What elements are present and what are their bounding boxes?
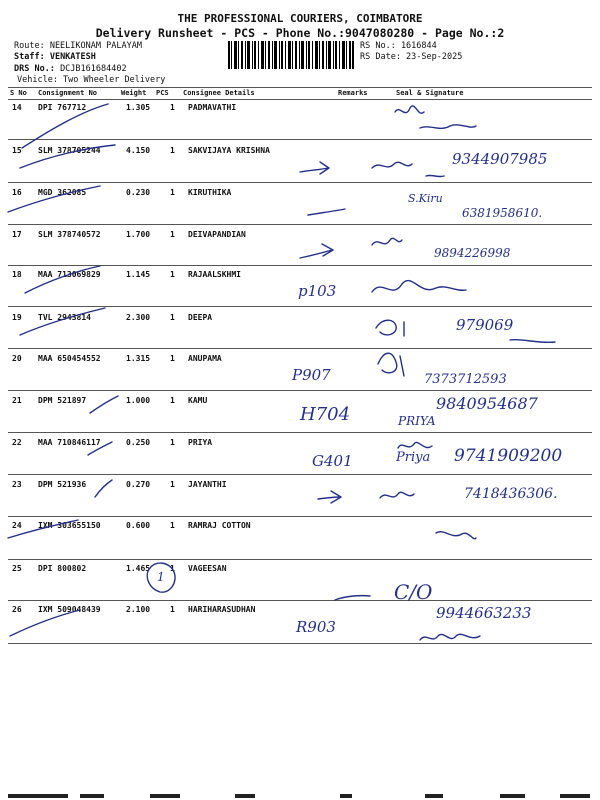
row-pcs: 1 xyxy=(170,313,175,322)
drs-line xyxy=(14,64,127,74)
row23-handwritten-phone: 7418436306. xyxy=(464,486,558,502)
row-consignee: SAKVIJAYA KRISHNA xyxy=(188,146,270,155)
table-row xyxy=(8,270,592,282)
row-consignee: RAMRAJ COTTON xyxy=(188,521,251,530)
row-consignment: MAA 710846117 xyxy=(38,438,101,447)
row-weight: 4.150 xyxy=(126,146,151,155)
company-title: THE PROFESSIONAL COURIERS, COIMBATORE xyxy=(177,12,423,25)
row21-handwritten-remark: H704 xyxy=(300,404,351,425)
row-pcs: 1 xyxy=(170,480,175,489)
row-weight: 1.145 xyxy=(126,270,151,279)
route-label: Route: NEELIKONAM PALAYAM xyxy=(14,41,142,51)
row-consignment: IXM 303655150 xyxy=(38,521,101,530)
runsheet-subtitle: Delivery Runsheet - PCS - Phone No.:9047080280 - Page No.:2 xyxy=(95,26,505,40)
row-weight: 0.250 xyxy=(126,438,151,447)
row-consignment: TVL 2943814 xyxy=(38,313,91,322)
row-consignee: JAYANTHI xyxy=(188,480,227,489)
rs-date: RS Date: 23-Sep-2025 xyxy=(360,52,463,62)
row-sno: 21 xyxy=(12,396,22,405)
row-sno: 19 xyxy=(12,313,22,322)
row15-handwritten-phone: 9344907985 xyxy=(452,150,548,168)
row-consignment: IXM 509048439 xyxy=(38,605,101,614)
row-rule xyxy=(8,139,592,140)
barcode xyxy=(228,41,354,69)
table-row xyxy=(8,521,592,533)
row-sno: 25 xyxy=(12,564,22,573)
row-sno: 20 xyxy=(12,354,22,363)
row-weight: 0.270 xyxy=(126,480,151,489)
col-consignee: Consignee Details xyxy=(183,89,255,97)
row-rule xyxy=(8,432,592,433)
row-rule xyxy=(8,474,592,475)
table-row xyxy=(8,188,592,200)
row-sno: 24 xyxy=(12,521,22,530)
row-rule xyxy=(8,306,592,307)
row19-handwritten-phone: 979069 xyxy=(456,316,514,334)
row-weight: 1.700 xyxy=(126,230,151,239)
col-weight: Weight xyxy=(121,89,147,97)
row-consignee: VAGEESAN xyxy=(188,564,227,573)
header-top-rule xyxy=(8,87,592,88)
row-rule xyxy=(8,643,592,644)
drs-number: DCJB161684402 xyxy=(60,64,127,74)
row-weight: 0.230 xyxy=(126,188,151,197)
row-weight: 1.465 xyxy=(126,564,151,573)
row-weight: 1.000 xyxy=(126,396,151,405)
row-sno: 17 xyxy=(12,230,22,239)
row-consignment: SLM 378740572 xyxy=(38,230,101,239)
row-pcs: 1 xyxy=(170,396,175,405)
row-consignment: DPM 521897 xyxy=(38,396,87,405)
table-row xyxy=(8,230,592,242)
row-pcs: 1 xyxy=(170,270,175,279)
row-pcs: 1 xyxy=(170,521,175,530)
row26-handwritten-phone: 9944663233 xyxy=(436,604,532,622)
row-sno: 18 xyxy=(12,270,22,279)
row21-handwritten-phone: 9840954687 xyxy=(436,394,538,413)
row-consignee: KAMU xyxy=(188,396,208,405)
scan-edge-marks xyxy=(0,790,600,800)
row-weight: 1.305 xyxy=(126,103,151,112)
col-sno: S No xyxy=(10,89,27,97)
col-signature: Seal & Signature xyxy=(396,89,464,97)
col-pcs: PCS xyxy=(156,89,169,97)
rs-number: RS No.: 1616844 xyxy=(360,41,437,51)
row-sno: 23 xyxy=(12,480,22,489)
row16-handwritten-name: S.Kiru xyxy=(408,192,443,205)
row-rule xyxy=(8,559,592,560)
row16-handwritten-phone: 6381958610. xyxy=(462,206,543,220)
row22-handwritten-remark: G401 xyxy=(312,452,353,470)
row-consignee: ANUPAMA xyxy=(188,354,222,363)
row-rule xyxy=(8,182,592,183)
row-rule xyxy=(8,265,592,266)
row-sno: 26 xyxy=(12,605,22,614)
row-sno: 16 xyxy=(12,188,22,197)
row22-handwritten-name: Priya xyxy=(396,450,431,465)
vehicle-label: Vehicle: Two Wheeler Delivery xyxy=(17,75,166,85)
row-consignment: DPM 521936 xyxy=(38,480,87,489)
row-consignment: SLM 378705244 xyxy=(38,146,101,155)
row-weight: 2.300 xyxy=(126,313,151,322)
table-row xyxy=(8,354,592,366)
row-pcs: 1 xyxy=(170,230,175,239)
staff-label: Staff: xyxy=(14,52,50,62)
row-consignment: DPI 767712 xyxy=(38,103,87,112)
row-pcs: 1 xyxy=(170,605,175,614)
row-rule xyxy=(8,600,592,601)
row-consignee: HARIHARASUDHAN xyxy=(188,605,256,614)
table-row xyxy=(8,103,592,115)
row-sno: 22 xyxy=(12,438,22,447)
row-rule xyxy=(8,516,592,517)
row-consignment: MAA 713069829 xyxy=(38,270,101,279)
row-consignee: DEEPA xyxy=(188,313,213,322)
row-consignee: DEIVAPANDIAN xyxy=(188,230,246,239)
row-rule xyxy=(8,390,592,391)
row-pcs: 1 xyxy=(170,564,175,573)
row-sno: 15 xyxy=(12,146,22,155)
row-pcs: 1 xyxy=(170,146,175,155)
drs-label: DRS No.: xyxy=(14,64,61,74)
row-rule xyxy=(8,224,592,225)
row-weight: 2.100 xyxy=(126,605,151,614)
row-weight: 0.600 xyxy=(126,521,151,530)
row-consignee: PRIYA xyxy=(188,438,213,447)
row-consignment: MGD 362085 xyxy=(38,188,87,197)
col-remarks: Remarks xyxy=(338,89,368,97)
row21-handwritten-name: PRIYA xyxy=(398,414,436,428)
row20-handwritten-remark: P907 xyxy=(292,366,331,384)
row25-handwritten-remark: C/O xyxy=(394,580,433,604)
row-consignment: MAA 650454552 xyxy=(38,354,101,363)
row-pcs: 1 xyxy=(170,438,175,447)
row-pcs: 1 xyxy=(170,354,175,363)
row25-handwritten-pcs-mark: 1 xyxy=(157,570,165,584)
row-pcs: 1 xyxy=(170,103,175,112)
row-weight: 1.315 xyxy=(126,354,151,363)
staff-name: VENKATESH xyxy=(49,52,96,62)
row22-handwritten-phone: 9741909200 xyxy=(454,446,563,466)
row17-handwritten-phone: 9894226998 xyxy=(434,246,511,260)
row-rule xyxy=(8,348,592,349)
row26-handwritten-remark: R903 xyxy=(296,618,336,636)
table-row xyxy=(8,564,592,576)
table-header xyxy=(8,89,592,99)
row18-handwritten-remark: p103 xyxy=(298,282,337,300)
col-consignment: Consignment No xyxy=(38,89,98,97)
row-sno: 14 xyxy=(12,103,22,112)
row-consignee: PADMAVATHI xyxy=(188,103,237,112)
header-bottom-rule xyxy=(8,99,592,100)
row-consignment: DPI 800802 xyxy=(38,564,87,573)
row20-handwritten-phone: 7373712593 xyxy=(424,372,507,387)
row-pcs: 1 xyxy=(170,188,175,197)
row-consignee: KIRUTHIKA xyxy=(188,188,232,197)
row-consignee: RAJAALSKHMI xyxy=(188,270,241,279)
staff-line xyxy=(14,52,96,62)
